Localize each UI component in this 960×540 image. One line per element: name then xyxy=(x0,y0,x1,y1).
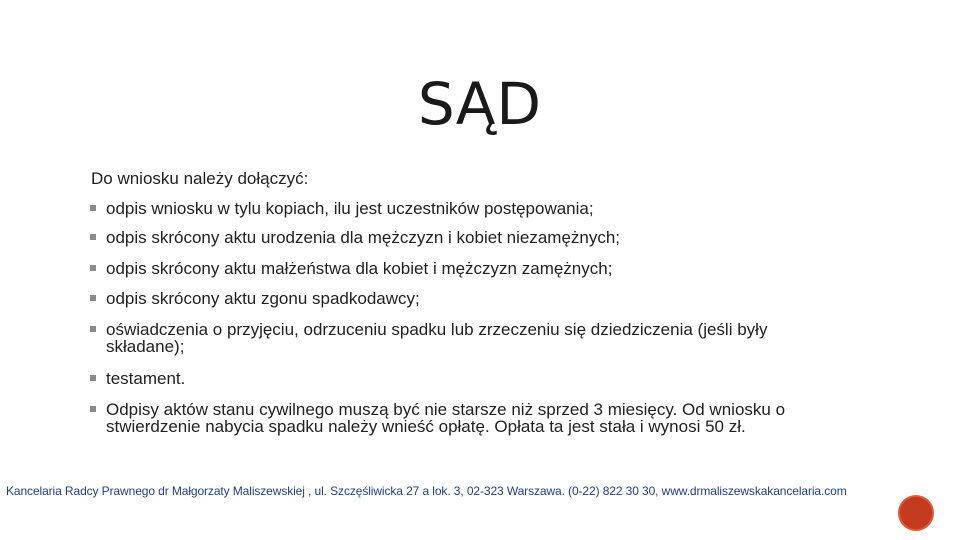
list-item xyxy=(90,290,850,307)
page-number xyxy=(914,507,917,519)
list-item xyxy=(90,200,850,217)
list-item xyxy=(90,401,850,435)
list-item xyxy=(90,321,850,355)
list-item xyxy=(90,229,850,246)
footer-contact: Kancelaria Radcy Prawnego dr Małgorzaty Maliszewskiej , ul. Szczęśliwicka 27 a lok. 3, 02-323 Warszawa. (0-22) 822 30 30, www.drmaliszewskakancelaria.com xyxy=(6,484,847,498)
bullet-square-icon xyxy=(90,265,96,271)
page-number-badge xyxy=(898,495,934,531)
list-item-text: testament. xyxy=(106,369,186,388)
bullet-square-icon xyxy=(90,295,96,301)
list-item-text: odpis skrócony aktu zgonu spadkodawcy; xyxy=(106,289,420,308)
list-item-text: oświadczenia o przyjęciu, odrzuceniu spadku lub zrzeczeniu się dziedziczenia (jeśli były składane); xyxy=(106,320,768,356)
list-item-text: odpis skrócony aktu urodzenia dla mężczyzn i kobiet niezamężnych; xyxy=(106,228,621,247)
bullet-square-icon xyxy=(90,326,96,332)
list-item-text: odpis skrócony aktu małżeństwa dla kobiet i mężczyzn zamężnych; xyxy=(106,259,613,278)
list-item xyxy=(90,260,850,277)
requirements-list xyxy=(90,200,850,435)
list-item-text: odpis wniosku w tylu kopiach, ilu jest uczestników postępowania; xyxy=(106,199,594,218)
list-item-text: Odpisy aktów stanu cywilnego muszą być nie starsze niż sprzed 3 miesięcy. Od wniosku o stwierdzenie nabycia spadku należy wnieść opłatę. Opłata ta jest stała i wynosi 50 zł. xyxy=(106,400,786,436)
slide-title: SĄD xyxy=(417,70,543,138)
bullet-square-icon xyxy=(90,406,96,412)
bullet-square-icon xyxy=(90,234,96,240)
intro-text: Do wniosku należy dołączyć: xyxy=(91,169,309,188)
list-item xyxy=(90,370,850,387)
bullet-square-icon xyxy=(90,375,96,381)
bullet-square-icon xyxy=(90,205,96,211)
